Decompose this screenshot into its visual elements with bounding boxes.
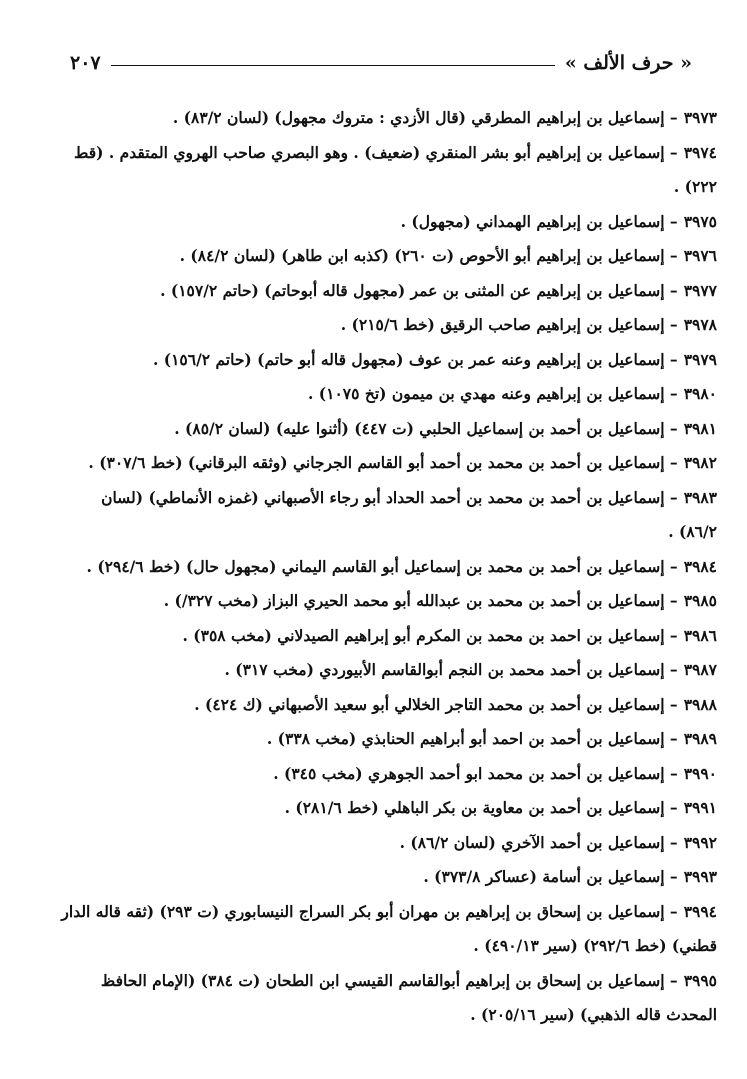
entry-text: – إسماعيل بن أحمد بن احمد أبو أبراهيم الحنابذي (مخب ٣٣٨) . [266,729,678,748]
entry [60,343,717,378]
entry-text: – إسماعيل بن أسامة (عساكر ٣٧٣/٨) . [423,867,678,886]
entry-text: – إسماعيل بن أحمد محمد بن النجم أبوالقاسم الأبيوردي (مخب ٣١٧) . [224,660,678,679]
chapter-title: « حرف الألف » [564,52,692,74]
entry-number: ٣٩٧٧ [683,280,717,300]
entry [60,964,717,1033]
entry-text: – إسماعيل بن إبراهيم وعنه عمر بن عوف (مجهول قاله أبو حاتم) (حاتم ١٥٦/٢) . [152,349,678,369]
entry-text: – إسماعيل بن أحمد بن محمد بن أحمد الحداد أبو رجاء الأصبهاني (غمزه الأنماطي) (لسان ٨٦/٢) . [101,487,717,541]
entry-number: ٣٩٨٨ [683,694,717,714]
entry [60,619,717,654]
entry-text: – إسماعيل بن أحمد الآخري (لسان ٨٦/٢) . [399,832,678,852]
entry [60,377,717,412]
entry [60,308,717,343]
entry-number: ٣٩٨٣ [683,487,717,507]
entry-text: – إسماعيل بن أحمد بن محمد بن أحمد أبو القاسم الجرجاني (وثقه البرقاني) (خط ٣٠٧/٦) . [88,453,678,472]
entry-text: – إسماعيل بن أحمد بن إسماعيل الحلبي (ت ٤٤٧) (أثنوا عليه) (لسان ٨٥/٢) . [174,418,678,438]
entry-number: ٣٩٩٣ [683,867,717,886]
entry-text: – إسماعيل بن إبراهيم أبو الأحوص (ت ٢٦٠) (كذبه ابن طاهر) (لسان ٨٤/٢) . [179,246,678,265]
entry-number: ٣٩٧٦ [683,246,717,265]
page-number: ٢٠٧ [70,52,101,74]
entry-number: ٣٩٩٤ [683,901,717,921]
entry-text: – إسماعيل بن أحمد بن محمد بن عبدالله أبو محمد الحيري البزاز (مخب ٣٢٧/) . [163,591,678,610]
entry-number: ٣٩٩٠ [683,763,717,783]
entry-number: ٣٩٧٥ [683,211,717,231]
entry-text: – إسماعيل بن إبراهيم أبو بشر المنقري (ضعيف) . وهو البصري صاحب الهروي المتقدم . (قط ٢٢٢) . [74,142,717,196]
entry-text: – إسماعيل بن احمد بن محمد بن المكرم أبو إبراهيم الصيدلاني (مخب ٣٥٨) . [182,625,678,645]
entry-text: – إسماعيل بن أحمد بن محمد ابو أحمد الجوهري (مخب ٣٤٥) . [273,763,678,783]
entry-number: ٣٩٧٩ [683,349,717,369]
entry [60,860,717,895]
entry-number: ٣٩٧٣ [683,108,717,127]
entry-number: ٣٩٧٨ [683,315,717,334]
entry [60,722,717,757]
entry-number: ٣٩٩٢ [683,832,717,852]
entry-number: ٣٩٨٧ [683,660,717,679]
entry [60,412,717,447]
entry [60,550,717,585]
entry [60,653,717,688]
entry [60,446,717,481]
entry-text: – إسماعيل بن إبراهيم المطرقي (قال الأزدي : متروك مجهول) (لسان ٨٣/٢) . [172,108,678,127]
entry-number: ٣٩٨٦ [683,625,717,645]
entry [60,791,717,826]
entry [60,481,717,550]
entry [60,826,717,861]
entry [60,205,717,240]
entry [60,584,717,619]
entry-list [60,101,717,1033]
entry-number: ٣٩٩٥ [683,970,717,990]
entry-text: – إسماعيل بن إسحاق بن إبراهيم بن مهران أبو بكر السراج النيسابوري (ت ٢٩٣) (ثقه قاله الدار قطني) (خط ٢٩٢/٦) (سير ٤٩٠/١٣) . [61,901,717,955]
entry-number: ٣٩٨٥ [683,591,717,610]
entry [60,136,717,205]
entry-number: ٣٩٩١ [683,798,717,817]
entry [60,688,717,723]
entry-number: ٣٩٨٤ [683,556,717,576]
entry-text: – إسماعيل بن إبراهيم عن المثنى بن عمر (مجهول قاله أبوحاتم) (حاتم ١٥٧/٢) . [160,280,678,300]
entry-text: – إسماعيل بن أحمد بن محمد بن إسماعيل أبو القاسم اليماني (مجهول حال) (خط ٢٩٤/٦) . [86,556,678,576]
header-rule [111,65,555,66]
entry-text: – إسماعيل بن إبراهيم الهمداني (مجهول) . [400,211,678,231]
entry-text: – إسماعيل بن أحمد بن محمد التاجر الخلالي أبو سعيد الأصبهاني (ك ٤٢٤) . [194,694,678,714]
entry-number: ٣٩٨٢ [683,453,717,472]
entry-text: – إسماعيل بن أحمد بن معاوية بن بكر الباهلي (خط ٢٨١/٦) . [284,798,678,817]
entry [60,239,717,274]
entry-number: ٣٩٨٠ [683,384,717,403]
entry [60,101,717,136]
entry [60,757,717,792]
entry-text: – إسماعيل بن إبراهيم صاحب الرقيق (خط ٢١٥/٦) . [340,315,678,334]
running-header [70,46,692,80]
entry-number: ٣٩٨٩ [683,729,717,748]
entry-text: – إسماعيل بن إسحاق بن إبراهيم أبوالقاسم القيسي ابن الطحان (ت ٣٨٤) (الإمام الحافظ المحدث قاله الذهبي) (سير ٢٠٥/١٦) . [100,970,717,1024]
entry-number: ٣٩٧٤ [683,142,717,162]
entry [60,895,717,964]
entry-text: – إسماعيل بن إبراهيم وعنه مهدي بن ميمون (تخ ١٠٧٥) . [307,384,678,403]
entry [60,274,717,309]
entry-number: ٣٩٨١ [683,418,717,438]
